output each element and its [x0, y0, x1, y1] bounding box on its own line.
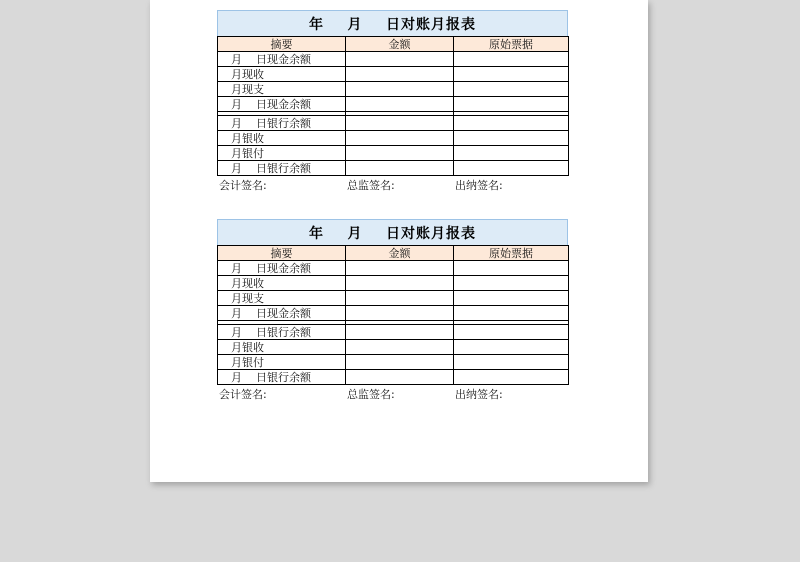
column-header-summary: 摘要 [218, 37, 346, 52]
table-row [218, 325, 569, 340]
amount-cell[interactable] [346, 325, 454, 340]
row-label: 月 日现金余额 [218, 261, 346, 276]
amount-cell[interactable] [346, 340, 454, 355]
report-title: 年 月 日对账月报表 [217, 10, 568, 36]
voucher-cell[interactable] [454, 67, 569, 82]
accountant-signature-label: 会计签名: [219, 179, 267, 192]
row-label: 月 日现金余额 [218, 52, 346, 67]
row-label: 月 日现金余额 [218, 97, 346, 112]
row-label: 月现收 [218, 67, 346, 82]
table-row [218, 306, 569, 321]
report-table [217, 245, 569, 385]
voucher-cell[interactable] [454, 261, 569, 276]
column-header-summary: 摘要 [218, 246, 346, 261]
column-header-amount: 金额 [346, 37, 454, 52]
director-signature-label: 总监签名: [347, 388, 395, 401]
row-label: 月 日银行余额 [218, 161, 346, 176]
amount-cell[interactable] [346, 161, 454, 176]
voucher-cell[interactable] [454, 97, 569, 112]
voucher-cell[interactable] [454, 131, 569, 146]
table-row [218, 116, 569, 131]
column-header-amount: 金额 [346, 246, 454, 261]
row-label: 月银收 [218, 340, 346, 355]
voucher-cell[interactable] [454, 306, 569, 321]
row-label: 月银付 [218, 146, 346, 161]
signature-row [217, 386, 568, 400]
cashier-signature-label: 出纳签名: [455, 388, 503, 401]
row-label: 月银付 [218, 355, 346, 370]
voucher-cell[interactable] [454, 161, 569, 176]
table-row [218, 131, 569, 146]
amount-cell[interactable] [346, 82, 454, 97]
voucher-cell[interactable] [454, 370, 569, 385]
report-sheet-2 [217, 219, 568, 400]
table-row [218, 355, 569, 370]
cashier-signature-label: 出纳签名: [455, 179, 503, 192]
signature-row [217, 177, 568, 191]
voucher-cell[interactable] [454, 325, 569, 340]
voucher-cell[interactable] [454, 52, 569, 67]
table-row [218, 276, 569, 291]
amount-cell[interactable] [346, 261, 454, 276]
row-label: 月现收 [218, 276, 346, 291]
amount-cell[interactable] [346, 370, 454, 385]
column-header-voucher: 原始票据 [454, 37, 569, 52]
table-row [218, 161, 569, 176]
table-row [218, 67, 569, 82]
row-label: 月现支 [218, 82, 346, 97]
voucher-cell[interactable] [454, 82, 569, 97]
amount-cell[interactable] [346, 276, 454, 291]
table-row [218, 291, 569, 306]
voucher-cell[interactable] [454, 340, 569, 355]
table-row [218, 82, 569, 97]
row-label: 月 日银行余额 [218, 325, 346, 340]
table-row [218, 261, 569, 276]
voucher-cell[interactable] [454, 276, 569, 291]
row-label: 月银收 [218, 131, 346, 146]
voucher-cell[interactable] [454, 355, 569, 370]
report-sheet-1 [217, 10, 568, 191]
amount-cell[interactable] [346, 291, 454, 306]
voucher-cell[interactable] [454, 146, 569, 161]
row-label: 月现支 [218, 291, 346, 306]
row-label: 月 日银行余额 [218, 116, 346, 131]
amount-cell[interactable] [346, 97, 454, 112]
amount-cell[interactable] [346, 306, 454, 321]
column-header-voucher: 原始票据 [454, 246, 569, 261]
amount-cell[interactable] [346, 355, 454, 370]
row-label: 月 日现金余额 [218, 306, 346, 321]
table-row [218, 146, 569, 161]
voucher-cell[interactable] [454, 116, 569, 131]
director-signature-label: 总监签名: [347, 179, 395, 192]
table-row [218, 52, 569, 67]
voucher-cell[interactable] [454, 291, 569, 306]
amount-cell[interactable] [346, 116, 454, 131]
report-title: 年 月 日对账月报表 [217, 219, 568, 245]
table-row [218, 370, 569, 385]
amount-cell[interactable] [346, 52, 454, 67]
amount-cell[interactable] [346, 67, 454, 82]
accountant-signature-label: 会计签名: [219, 388, 267, 401]
header-row [218, 37, 569, 52]
table-row [218, 340, 569, 355]
amount-cell[interactable] [346, 146, 454, 161]
document-page [150, 0, 648, 482]
header-row [218, 246, 569, 261]
amount-cell[interactable] [346, 131, 454, 146]
table-row [218, 97, 569, 112]
row-label: 月 日银行余额 [218, 370, 346, 385]
report-table [217, 36, 569, 176]
